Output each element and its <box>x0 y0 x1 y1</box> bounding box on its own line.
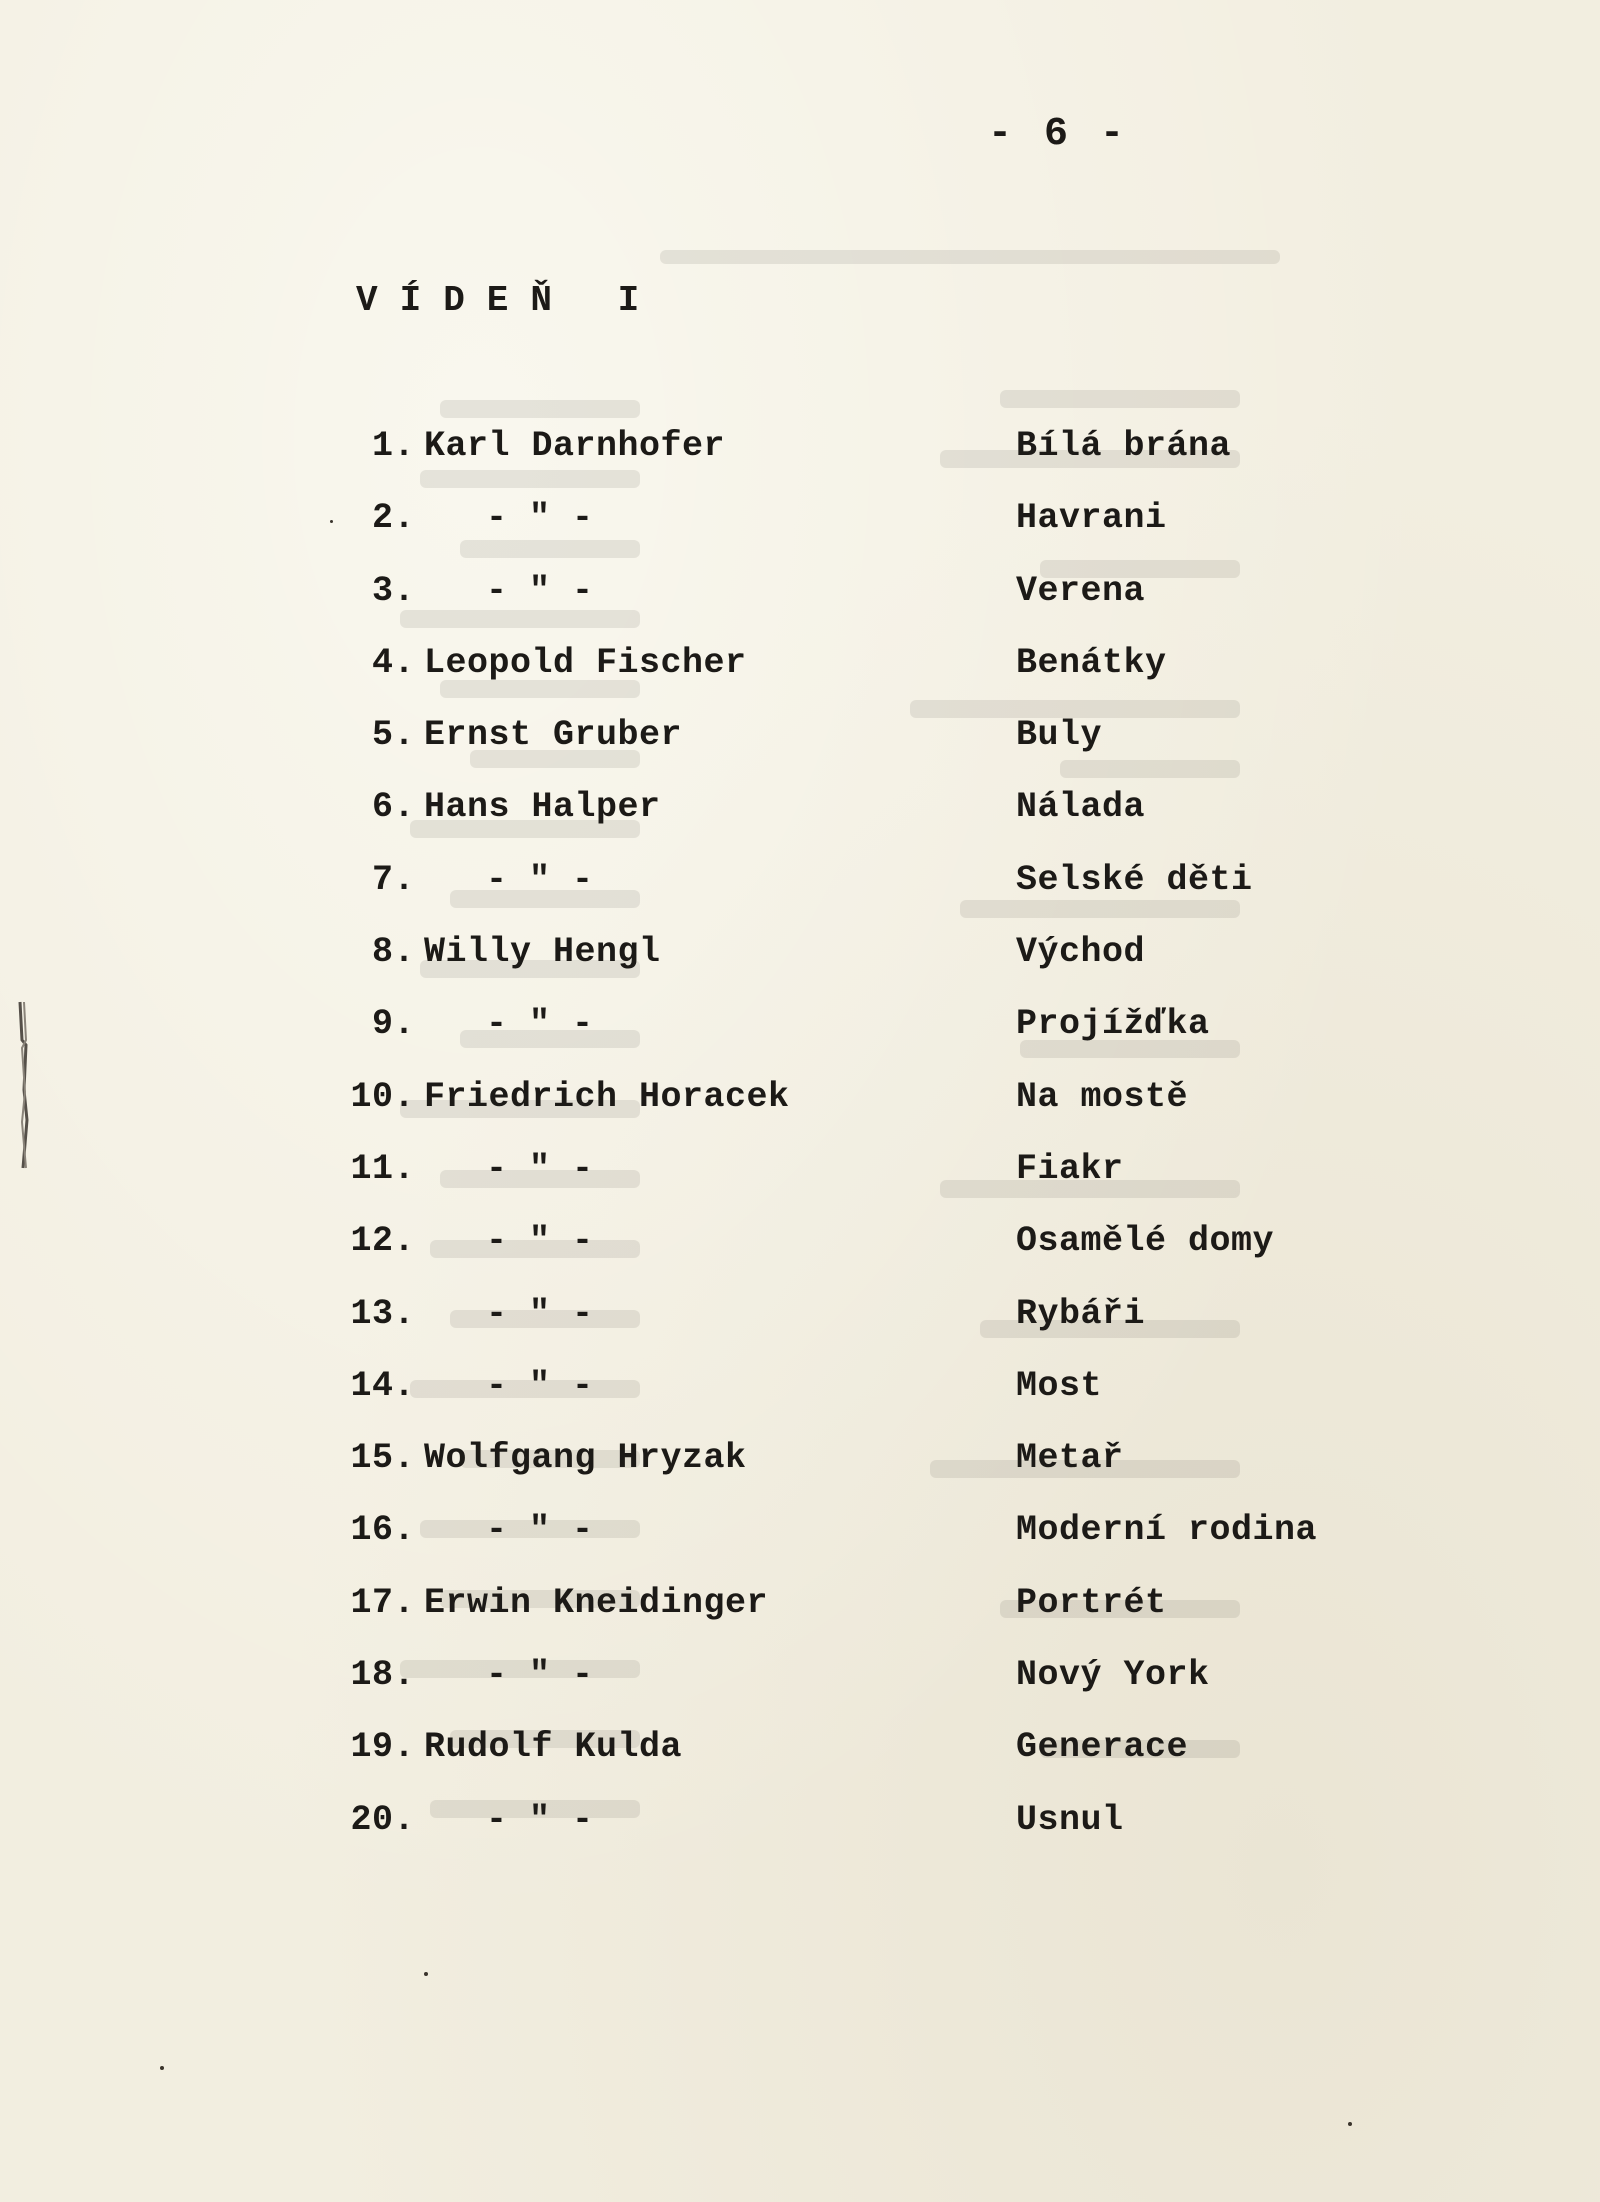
entry-author: - " - <box>486 1365 594 1406</box>
entry-title: Havrani <box>1016 498 1167 539</box>
entry-title: Portrét <box>1016 1582 1167 1623</box>
entry-number: 1. <box>371 426 415 466</box>
list-item <box>0 420 1600 492</box>
entry-author: Ernst Gruber <box>424 715 683 756</box>
entry-title: Projížďka <box>1016 1004 1210 1045</box>
entry-author: - " - <box>486 1655 594 1696</box>
entry-number: 20. <box>350 1799 415 1840</box>
entry-title: Metař <box>1016 1438 1124 1479</box>
entry-number: 15. <box>350 1438 415 1479</box>
entry-author: Wolfgang Hryzak <box>424 1438 747 1479</box>
entry-title: Benátky <box>1016 642 1167 683</box>
entry-title: Nový York <box>1016 1655 1210 1696</box>
entry-number: 13. <box>350 1293 415 1334</box>
entry-author: Willy Hengl <box>424 932 661 973</box>
entry-author: Friedrich Horacek <box>424 1076 790 1117</box>
entry-number: 8. <box>371 932 415 973</box>
entry-title: Východ <box>1016 932 1146 973</box>
entry-title: Rybáři <box>1016 1293 1146 1334</box>
entry-author: - " - <box>486 1293 594 1334</box>
entry-title: Most <box>1016 1365 1103 1406</box>
entry-title: Na mostě <box>1016 1076 1189 1117</box>
entry-title: Generace <box>1016 1727 1189 1768</box>
paper-speck <box>160 2066 164 2070</box>
list-item <box>0 1649 1600 1721</box>
list-item <box>0 1360 1600 1432</box>
entry-title: Usnul <box>1016 1799 1124 1840</box>
entry-author: - " - <box>486 1148 594 1189</box>
entry-author: - " - <box>486 859 594 900</box>
list-item <box>0 637 1600 709</box>
list-item <box>0 1288 1600 1360</box>
entry-number: 9. <box>371 1004 415 1045</box>
entry-number: 10. <box>350 1076 415 1117</box>
list-item <box>0 781 1600 853</box>
entry-title: Verena <box>1016 570 1146 611</box>
entry-number: 6. <box>371 787 415 828</box>
paper-speck <box>424 1972 428 1976</box>
entry-author: - " - <box>486 498 594 539</box>
list-item <box>0 1721 1600 1793</box>
entry-title: Osamělé domy <box>1016 1221 1275 1262</box>
list-item <box>0 492 1600 564</box>
entry-title: Buly <box>1016 715 1103 756</box>
list-item <box>0 1071 1600 1143</box>
entry-number: 7. <box>371 859 415 900</box>
list-item <box>0 709 1600 781</box>
entry-number: 14. <box>350 1365 415 1406</box>
entry-number: 19. <box>350 1727 415 1768</box>
entry-author: - " - <box>486 1004 594 1045</box>
entry-title: Selské děti <box>1016 859 1253 900</box>
list-item <box>0 1143 1600 1215</box>
paper-speck <box>1348 2122 1352 2126</box>
list-item <box>0 1577 1600 1649</box>
section-title: VÍDEŇ I <box>356 280 662 321</box>
entry-number: 16. <box>350 1510 415 1551</box>
entry-title: Fiakr <box>1016 1148 1124 1189</box>
entry-number: 12. <box>350 1221 415 1262</box>
entry-number: 11. <box>350 1148 415 1189</box>
entry-number: 18. <box>350 1655 415 1696</box>
entry-author: - " - <box>486 1221 594 1262</box>
entry-list <box>0 420 1600 1866</box>
entry-number: 4. <box>371 642 415 683</box>
entry-number: 5. <box>371 715 415 756</box>
entry-author: Hans Halper <box>424 787 661 828</box>
list-item <box>0 926 1600 998</box>
entry-author: Leopold Fischer <box>424 642 747 683</box>
entry-author: Erwin Kneidinger <box>424 1582 769 1623</box>
list-item <box>0 565 1600 637</box>
entry-title: Moderní rodina <box>1016 1510 1318 1551</box>
list-item <box>0 1504 1600 1576</box>
entry-title: Bílá brána <box>1016 426 1232 466</box>
entry-author: Karl Darnhofer <box>424 426 726 466</box>
entry-author: - " - <box>486 1799 594 1840</box>
list-item <box>0 1432 1600 1504</box>
list-item <box>0 1794 1600 1866</box>
list-item <box>0 854 1600 926</box>
entry-number: 2. <box>371 498 415 539</box>
entry-author: - " - <box>486 570 594 611</box>
entry-number: 3. <box>371 570 415 611</box>
list-item <box>0 998 1600 1070</box>
list-item <box>0 1215 1600 1287</box>
entry-number: 17. <box>350 1582 415 1623</box>
page-number: - 6 - <box>988 112 1129 157</box>
entry-author: - " - <box>486 1510 594 1551</box>
entry-title: Nálada <box>1016 787 1146 828</box>
entry-author: Rudolf Kulda <box>424 1727 683 1768</box>
